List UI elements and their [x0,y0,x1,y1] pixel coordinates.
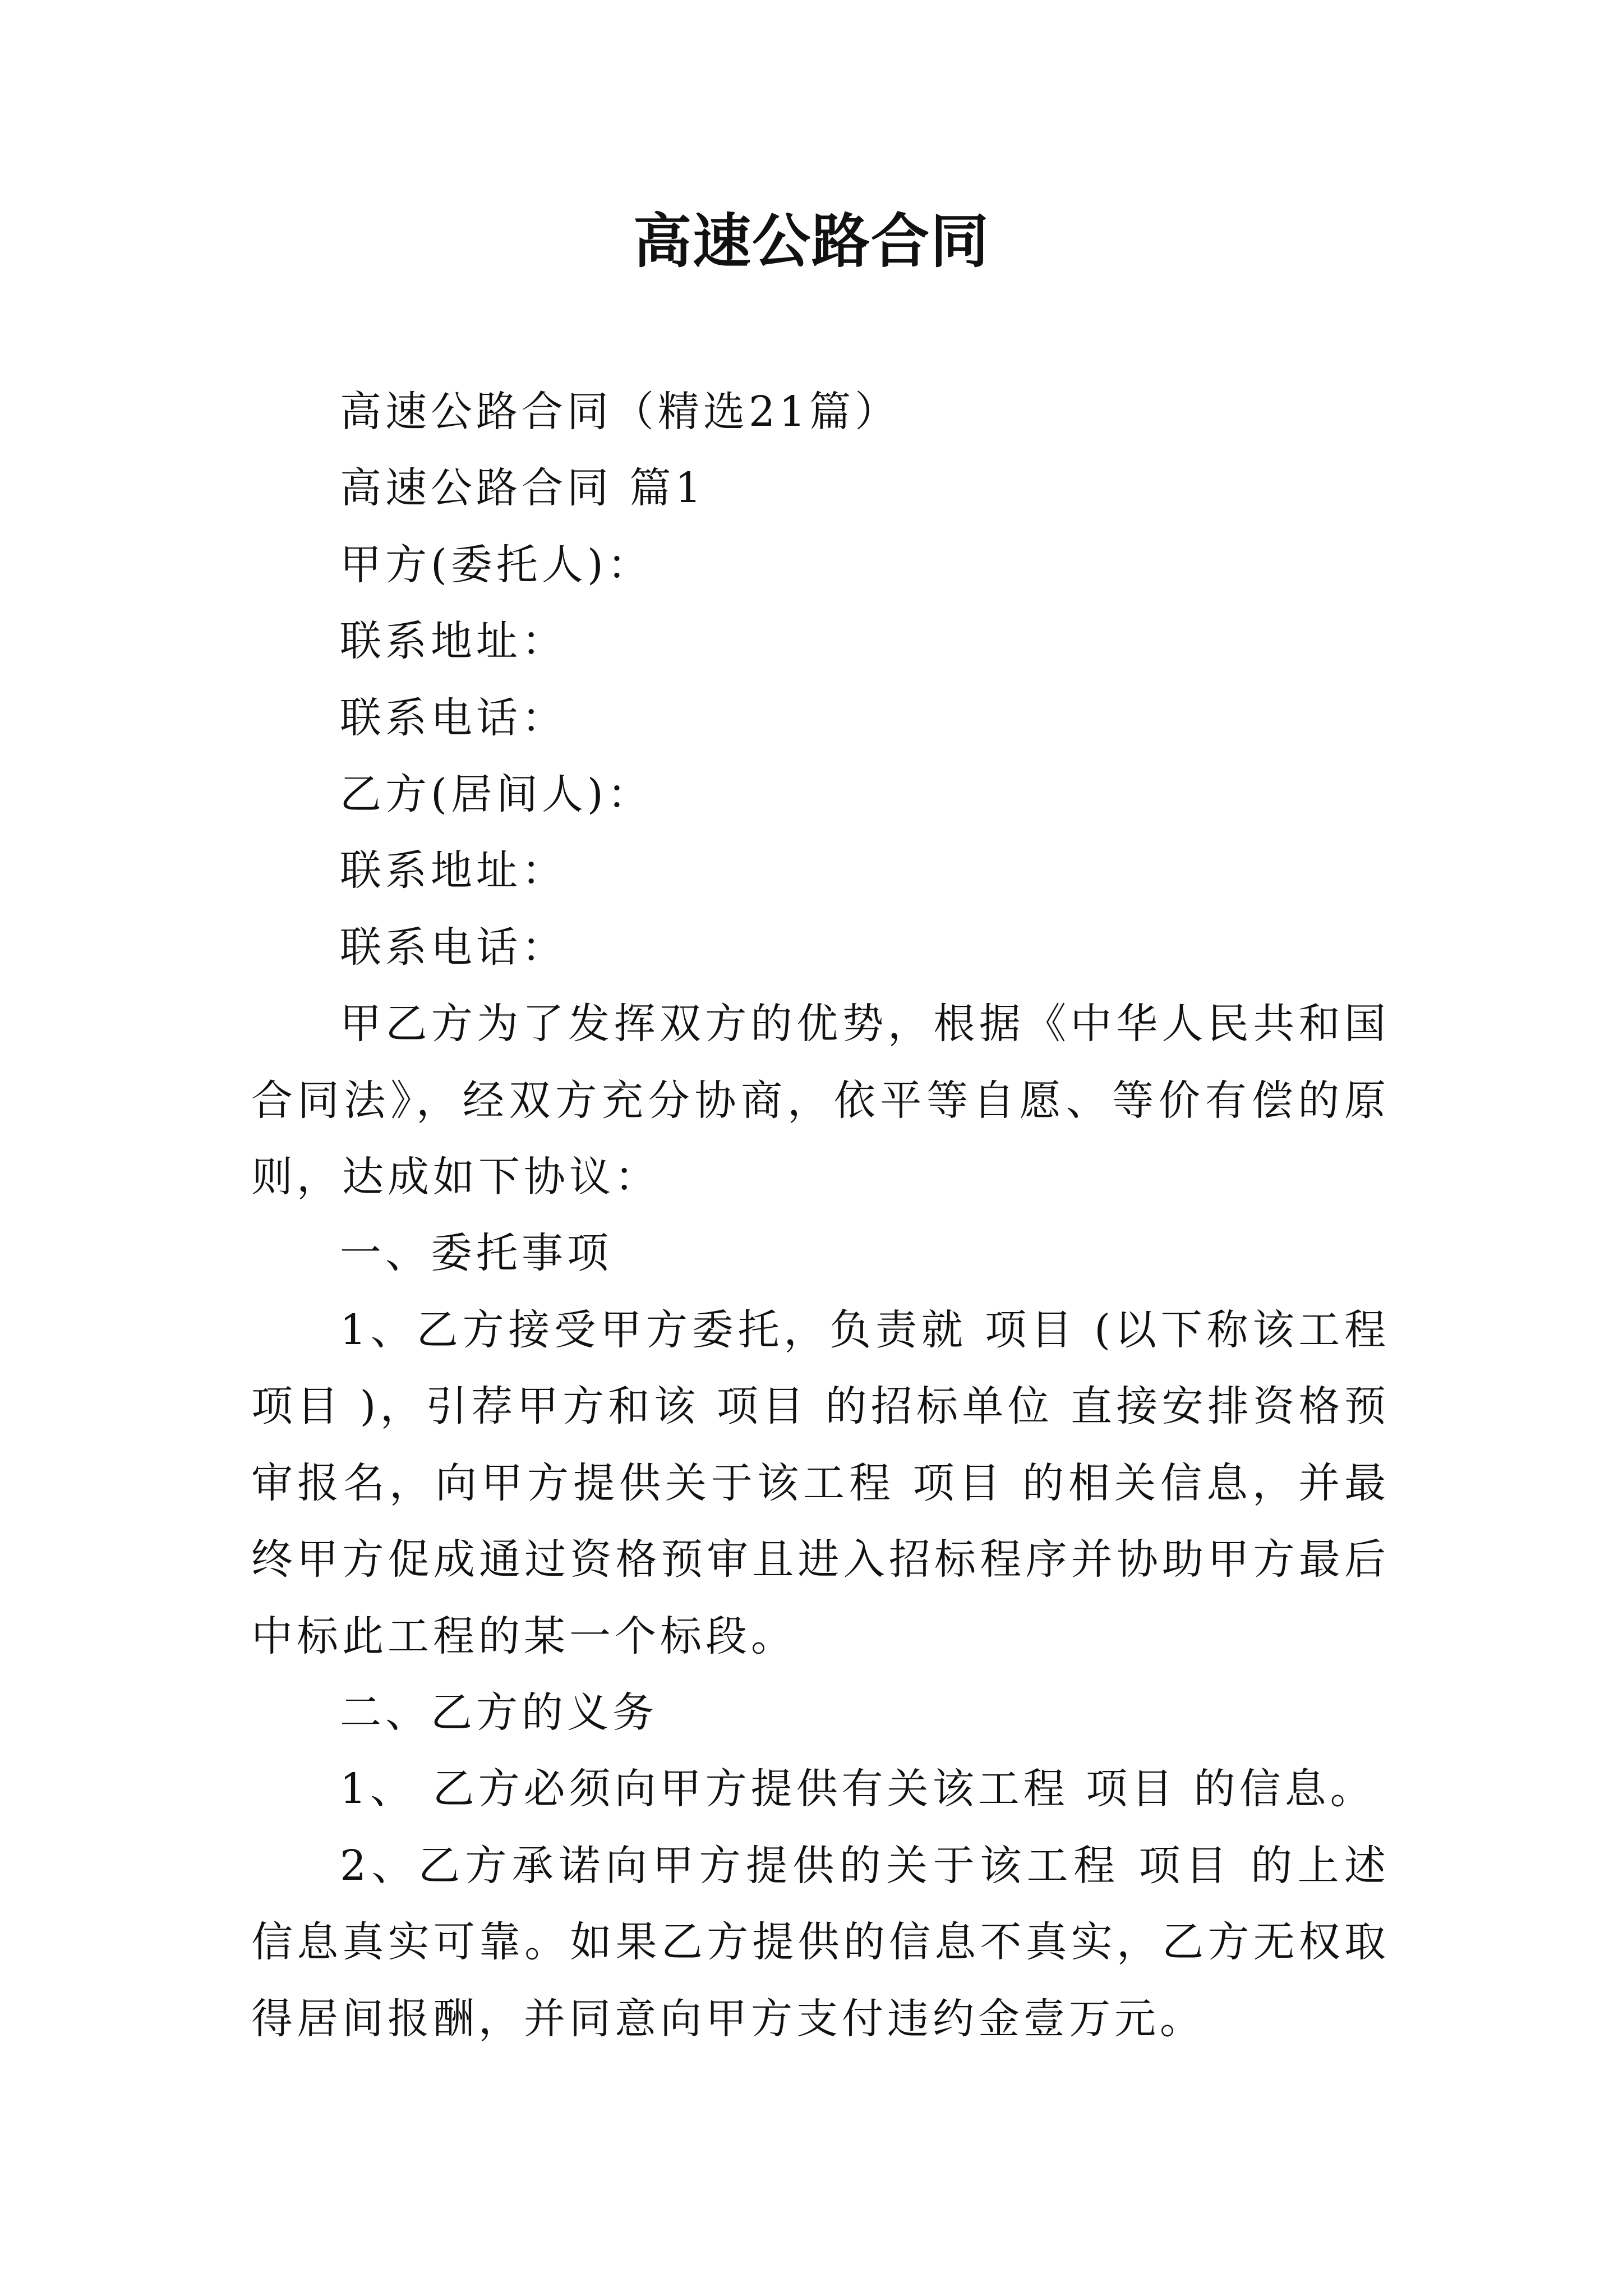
paragraph-party-b-phone: 联系电话： [340,923,567,972]
paragraph-preamble: 甲乙方为了发挥双方的优势，根据《中华人民共和国合同法》，经双方充分协商，依平等自愿、等价有偿的原则，达成如下协议： [251,1000,1390,1202]
document-body [251,374,1390,2057]
paragraph-party-a-phone: 联系电话： [340,693,567,742]
paragraph-heading-obligations: 二、乙方的义务 [340,1688,658,1737]
paragraph-obligation-2: 2、乙方承诺向甲方提供的关于该工程 项目 的上述信息真实可靠。如果乙方提供的信息不真实，乙方无权取得居间报酬，并同意向甲方支付违约金壹万元。 [251,1841,1390,2043]
paragraph-party-b-address: 联系地址： [340,846,567,895]
paragraph-party-a-address: 联系地址： [340,617,567,666]
paragraph-subtitle: 高速公路合同（精选21篇） [340,388,901,436]
paragraph-obligation-1: 1、 乙方必须向甲方提供有关该工程 项目 的信息。 [340,1765,1376,1814]
paragraph-heading-entrustment: 一、委托事项 [340,1229,612,1278]
document-title: 高速公路合同 [633,206,990,275]
paragraph-section-heading: 高速公路合同 篇1 [340,464,706,513]
paragraph-clause-1: 1、乙方接受甲方委托，负责就 项目 (以下称该工程 项目 )，引荐甲方和该 项目 的招标单位 直接安排资格预审报名，向甲方提供关于该工程 项目 的相关信息，并最终甲方促成通过资格预审且进入招标程序并协助甲方最后中标此工程的某一个标段。 [251,1305,1390,1660]
paragraph-party-a: 甲方(委托人)： [340,540,653,589]
paragraph-party-b: 乙方(居间人)： [340,770,653,819]
